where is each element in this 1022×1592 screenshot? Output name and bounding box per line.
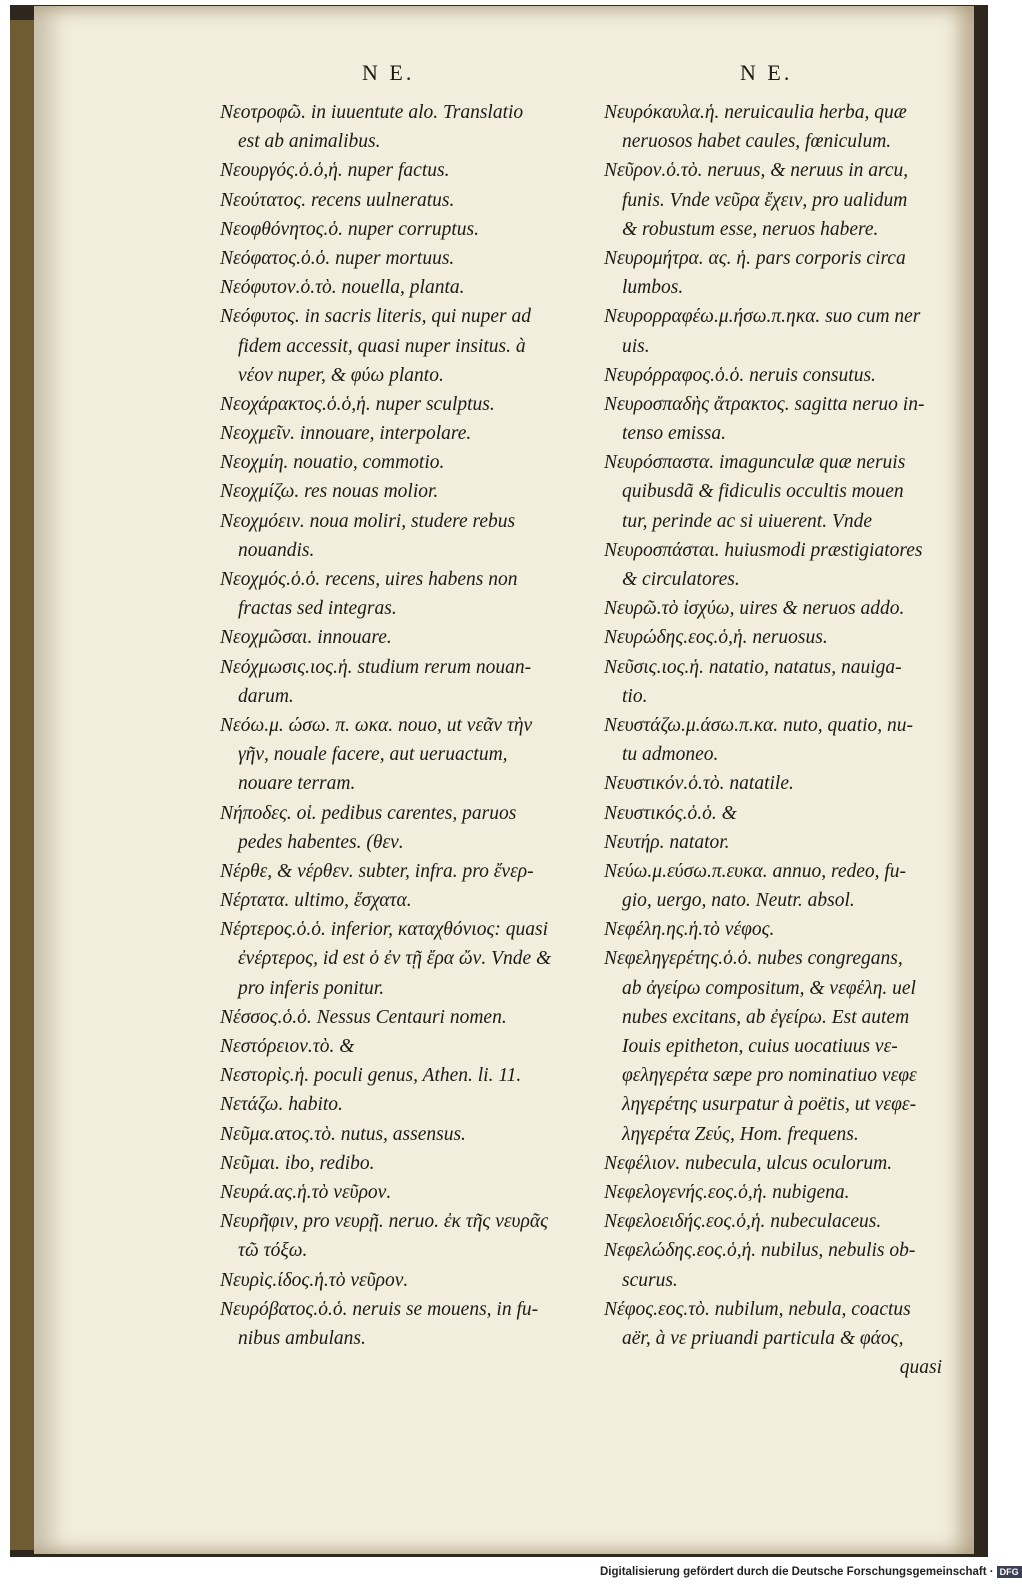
dictionary-line: Νεοχμίη. nouatio, commotio.	[220, 452, 445, 474]
dictionary-line: Νευτήρ. natator.	[604, 831, 730, 853]
dictionary-line: Νεοχμός.ὁ.ὁ. recens, uires habens non	[220, 569, 518, 590]
dictionary-line: nouare terram.	[238, 773, 356, 795]
dictionary-line: Νεφελώδης.εος.ὁ,ἡ. nubilus, nebulis ob-	[604, 1240, 916, 1262]
dictionary-line: nibus ambulans.	[238, 1327, 366, 1349]
dictionary-line: Νέφος.εος.τὸ. nubilum, nebula, coactus	[604, 1298, 911, 1320]
dictionary-line: Νευρόκαυλα.ἡ. neruicaulia herba, quæ	[604, 102, 907, 123]
dictionary-line: fidem accessit, quasi nuper insitus. à	[238, 335, 526, 357]
dictionary-line: Νευρορραφέω.μ.ήσω.π.ηκα. suo cum ner	[604, 306, 921, 328]
dictionary-line: Νεόω.μ. ώσω. π. ωκα. nouo, ut νεᾶν τὴν	[220, 714, 533, 736]
dictionary-line: ab ἀγείρω compositum, & νεφέλη. uel	[622, 977, 916, 999]
dictionary-line: γῆν, nouale facere, aut ueruactum,	[238, 744, 508, 766]
dictionary-line: ληγερέτης usurpatur à poëtis, ut νεφε-	[622, 1094, 917, 1116]
dictionary-line: Νεφελοειδής.εος.ὁ,ἡ. nubeculaceus.	[604, 1211, 882, 1233]
dictionary-line: gio, uergo, nato. Neutr. absol.	[622, 890, 855, 912]
dictionary-line: est ab animalibus.	[238, 131, 381, 153]
dictionary-line: fractas sed integras.	[238, 598, 397, 620]
dictionary-line: Νευρά.ας.ἡ.τὸ νεῦρον.	[220, 1181, 392, 1203]
dictionary-line: ληγερέτα Ζεύς, Hom. frequens.	[622, 1123, 859, 1145]
dictionary-line: Νεοχμόειν. noua moliri, studere rebus	[220, 510, 516, 532]
dictionary-line: uis.	[622, 335, 650, 357]
dictionary-line: Νευρὶς.ίδος.ἡ.τὸ νεῦρον.	[220, 1269, 409, 1291]
dictionary-line: Νέρτερος.ὁ.ὁ. inferior, καταχθόνιος: quasi	[220, 919, 548, 941]
dictionary-line: Νευρώδης.εος.ὁ,ἡ. neruosus.	[604, 627, 828, 649]
dictionary-line: nouandis.	[238, 539, 315, 561]
dfg-logo: DFG	[997, 1566, 1022, 1578]
right-entries	[604, 98, 960, 1382]
dictionary-line: Νευρῶ.τὸ ἰσχύω, uires & neruos addo.	[604, 598, 905, 620]
dictionary-line: Νέρτατα. ultimo, ἔσχατα.	[220, 890, 412, 912]
dictionary-line: Νεοχμῶσαι. innouare.	[220, 627, 392, 649]
dictionary-line: Νεούτατος. recens uulneratus.	[220, 189, 455, 211]
dictionary-line: Νευρόρραφος.ὁ.ὁ. neruis consutus.	[604, 364, 876, 386]
dictionary-line: Νεῦσις.ιος.ἡ. natatio, natatus, nauiga-	[604, 656, 902, 678]
dictionary-line: Iouis epitheton, cuius uocatiuus νε-	[622, 1036, 898, 1057]
dictionary-line: Νευστικός.ὁ.ὁ. &	[604, 802, 737, 824]
dictionary-line: Νεόφυτος. in sacris literis, qui nuper ad	[220, 306, 531, 328]
dictionary-line: nubes excitans, ab ἐγείρω. Est autem	[622, 1006, 910, 1028]
dictionary-line: Νεῦρον.ὁ.τὸ. neruus, & neruus in arcu,	[604, 160, 909, 182]
footer-text: Digitalisierung gefördert durch die Deutsche Forschungsgemeinschaft ·	[600, 1566, 994, 1579]
dictionary-line: Νεόφυτον.ὁ.τὸ. nouella, planta.	[220, 277, 465, 299]
dictionary-line: Νήποδες. οἱ. pedibus carentes, paruos	[220, 802, 517, 824]
dictionary-line: Νετάζω. habito.	[220, 1094, 343, 1116]
dictionary-line: & circulatores.	[622, 569, 740, 590]
dictionary-line: Νευρόβατος.ὁ.ὁ. neruis se mouens, in fu-	[220, 1298, 539, 1320]
dictionary-line: darum.	[238, 685, 294, 707]
dictionary-line: quibusdã & fidiculis occultis mouen	[622, 481, 904, 503]
dictionary-line: Νεοχμεῖν. innouare, interpolare.	[220, 423, 472, 445]
dictionary-line: Νευροσπαδὴς ἄτρακτος. sagitta neruo in-	[604, 393, 925, 415]
dictionary-line: Νευρόσπαστα. imagunculæ quæ neruis	[604, 452, 906, 474]
dictionary-line: tenso emissa.	[622, 423, 726, 445]
left-entries	[220, 98, 578, 1353]
dictionary-line: Νεφελογενής.εος.ὁ,ἡ. nubigena.	[604, 1181, 850, 1203]
dictionary-line: Νευρομήτρα. ας. ἡ. pars corporis circa	[604, 247, 906, 269]
dictionary-line: funis. Vnde νεῦρα ἔχειν, pro ualidum	[622, 189, 908, 211]
dictionary-line: Νευρῆφιν, pro νευρῇ. neruo. ἐκ τῆς νευρᾶς	[220, 1211, 548, 1233]
dictionary-line: Νεοφθόνητος.ὁ. nuper corruptus.	[220, 218, 479, 240]
dictionary-line: Νεστόρειον.τὸ. &	[220, 1036, 355, 1057]
dictionary-line: Νεῦμα.ατος.τὸ. nutus, assensus.	[220, 1123, 466, 1145]
dictionary-line: Νευροσπάσται. huiusmodi præstigiatores	[604, 539, 923, 561]
left-running-header: N E.	[362, 60, 415, 85]
dictionary-line: pedes habentes. (θεν.	[238, 831, 404, 853]
dictionary-line: & robustum esse, neruos habere.	[622, 218, 879, 240]
dictionary-line: φεληγερέτα sæpe pro nominatiuo νεφε	[622, 1065, 917, 1087]
dictionary-line: neruosos habet caules, fœniculum.	[622, 131, 892, 153]
dictionary-line: aër, à νε priuandi particula & φάος,	[622, 1327, 904, 1349]
dictionary-line: ἐνέρτερος, id est ὁ ἐν τῇ ἔρα ὤν. Vnde &	[238, 948, 552, 970]
dictionary-line: Νέρθε, & νέρθεν. subter, infra. pro ἔνερ-	[220, 860, 534, 882]
dictionary-line: Νεοχμίζω. res nouas molior.	[220, 481, 439, 503]
right-running-header: N E.	[740, 60, 793, 85]
dictionary-line: Νεφέλη.ης.ἡ.τὸ νέφος.	[604, 919, 775, 941]
dictionary-line: Νεοτροφῶ. in iuuentute alo. Translatio	[220, 102, 524, 123]
dictionary-line: lumbos.	[622, 277, 684, 299]
dictionary-line: tu admoneo.	[622, 744, 719, 766]
dictionary-line: τῶ τόξω.	[238, 1240, 308, 1262]
dictionary-line: Νεοχάρακτος.ὁ.ὁ,ἡ. nuper sculptus.	[220, 393, 495, 415]
dictionary-line: Νευστάζω.μ.άσω.π.κα. nuto, quatio, nu-	[604, 714, 914, 736]
dictionary-line: scurus.	[622, 1269, 678, 1291]
dictionary-line: Νεόχμωσις.ιος.ἡ. studium rerum nouan-	[220, 656, 532, 678]
dictionary-line: pro inferis ponitur.	[238, 977, 385, 999]
dictionary-line: tur, perinde ac si uiuerent. Vnde	[622, 510, 873, 532]
dictionary-line: Νεόφατος.ὁ.ὁ. nuper mortuus.	[220, 247, 455, 269]
dictionary-line: Νεφέλιον. nubecula, ulcus oculorum.	[604, 1152, 893, 1174]
dictionary-line: Νεουργός.ὁ.ὁ,ἡ. nuper factus.	[220, 160, 450, 182]
dictionary-line: Νεστορὶς.ἡ. poculi genus, Athen. li. 11.	[220, 1065, 522, 1087]
dictionary-line: Νεύω.μ.εύσω.π.ευκα. annuo, redeo, fu-	[604, 860, 907, 882]
dictionary-line: Νεῦμαι. ibo, redibo.	[220, 1152, 375, 1174]
dictionary-line: Νευστικόν.ὁ.τὸ. natatile.	[604, 773, 794, 795]
dictionary-line: Νεφεληγερέτης.ὁ.ὁ. nubes congregans,	[604, 948, 903, 970]
dictionary-line: νέον nuper, & φύω planto.	[238, 364, 444, 386]
dictionary-line: Νέσσος.ὁ.ὁ. Nessus Centauri nomen.	[220, 1006, 507, 1028]
catchword: quasi	[899, 1357, 942, 1379]
digitization-footer	[600, 1566, 1019, 1586]
dictionary-line: tio.	[622, 685, 648, 707]
